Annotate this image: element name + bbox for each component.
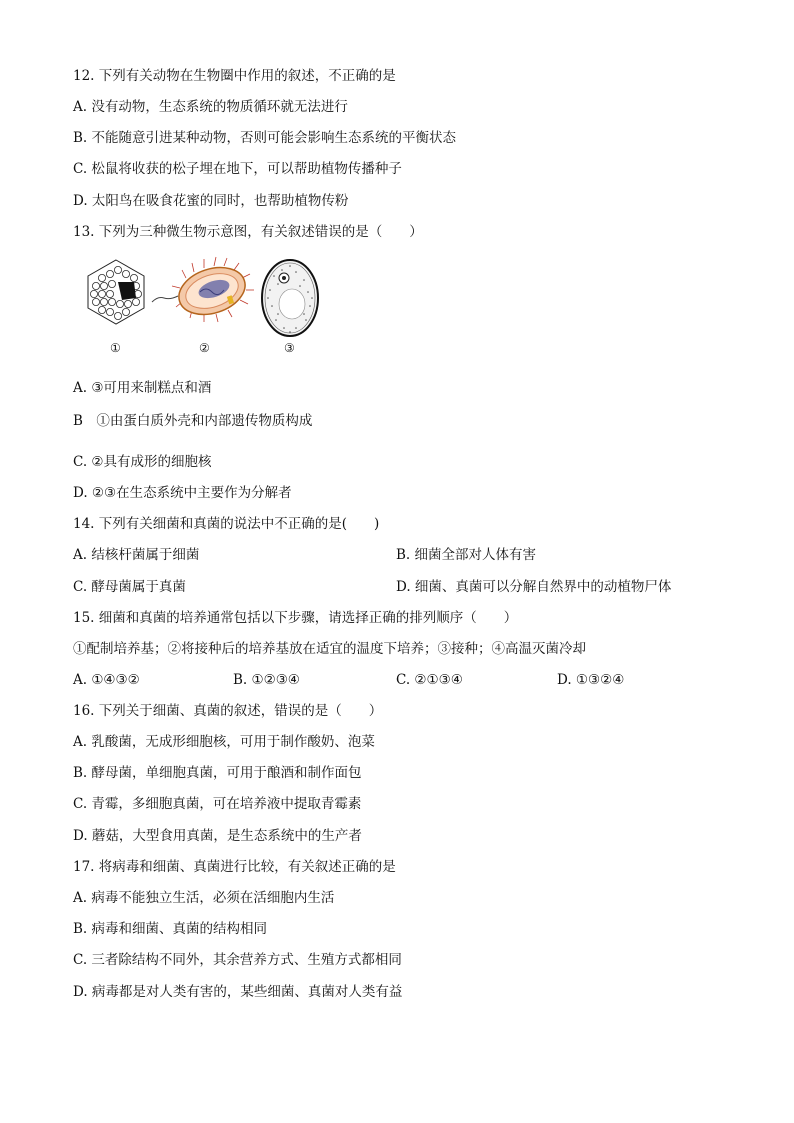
q13-option-c: C. ②具有成形的细胞核 bbox=[73, 454, 212, 470]
q15-option-c: C. ②①③④ bbox=[396, 672, 463, 688]
q12-option-c: C. 松鼠将收获的松子埋在地下，可以帮助植物传播种子 bbox=[73, 161, 402, 177]
q13-option-a: A. ③可用来制糕点和酒 bbox=[73, 380, 212, 396]
q17-stem: 17. 将病毒和细菌、真菌进行比较，有关叙述正确的是 bbox=[73, 859, 396, 875]
figure-label-1: ① bbox=[110, 341, 121, 355]
q16-option-d: D. 蘑菇，大型食用真菌，是生态系统中的生产者 bbox=[73, 828, 362, 844]
q15-stem: 15. 细菌和真菌的培养通常包括以下步骤，请选择正确的排列顺序（ ） bbox=[73, 610, 518, 626]
q16-option-b: B. 酵母菌，单细胞真菌，可用于酿酒和制作面包 bbox=[73, 765, 362, 781]
figure-label-2: ② bbox=[199, 341, 210, 355]
figure-label-3: ③ bbox=[284, 341, 295, 355]
q15-steps: ①配制培养基；②将接种后的培养基放在适宜的温度下培养；③接种；④高温灭菌冷却 bbox=[73, 641, 586, 657]
q14-option-a: A. 结核杆菌属于细菌 bbox=[73, 547, 200, 563]
q15-option-b: B. ①②③④ bbox=[233, 672, 300, 688]
q16-option-a: A. 乳酸菌，无成形细胞核，可用于制作酸奶、泡菜 bbox=[73, 734, 375, 750]
q14-option-d: D. 细菌、真菌可以分解自然界中的动植物尸体 bbox=[396, 579, 672, 595]
q13-stem: 13. 下列为三种微生物示意图，有关叙述错误的是（ ） bbox=[73, 224, 423, 240]
q14-option-c: C. 酵母菌属于真菌 bbox=[73, 579, 186, 595]
microorganism-illustration bbox=[78, 256, 338, 341]
q17-option-b: B. 病毒和细菌、真菌的结构相同 bbox=[73, 921, 268, 937]
q17-option-c: C. 三者除结构不同外，其余营养方式、生殖方式都相同 bbox=[73, 952, 402, 968]
yeast-drawing bbox=[262, 260, 318, 336]
virus-drawing bbox=[88, 260, 144, 324]
q13-option-d: D. ②③在生态系统中主要作为分解者 bbox=[73, 485, 292, 501]
q14-option-b: B. 细菌全部对人体有害 bbox=[396, 547, 537, 563]
q15-option-d: D. ①③②④ bbox=[557, 672, 625, 688]
q17-option-d: D. 病毒都是对人类有害的，某些细菌、真菌对人类有益 bbox=[73, 984, 403, 1000]
q17-option-a: A. 病毒不能独立生活，必须在活细胞内生活 bbox=[73, 890, 335, 906]
q12-option-b: B. 不能随意引进某种动物，否则可能会影响生态系统的平衡状态 bbox=[73, 130, 457, 146]
q13-option-b: B ①由蛋白质外壳和内部遗传物质构成 bbox=[73, 413, 313, 429]
bacterium-drawing bbox=[152, 257, 254, 322]
q12-option-a: A. 没有动物，生态系统的物质循环就无法进行 bbox=[73, 99, 348, 115]
q16-stem: 16. 下列关于细菌、真菌的叙述，错误的是（ ） bbox=[73, 703, 383, 719]
q12-stem: 12. 下列有关动物在生物圈中作用的叙述，不正确的是 bbox=[73, 68, 396, 84]
q16-option-c: C. 青霉，多细胞真菌，可在培养液中提取青霉素 bbox=[73, 796, 362, 812]
q14-stem: 14. 下列有关细菌和真菌的说法中不正确的是( ) bbox=[73, 516, 380, 532]
q15-option-a: A. ①④③② bbox=[73, 672, 140, 688]
q12-option-d: D. 太阳鸟在吸食花蜜的同时，也帮助植物传粉 bbox=[73, 193, 349, 209]
